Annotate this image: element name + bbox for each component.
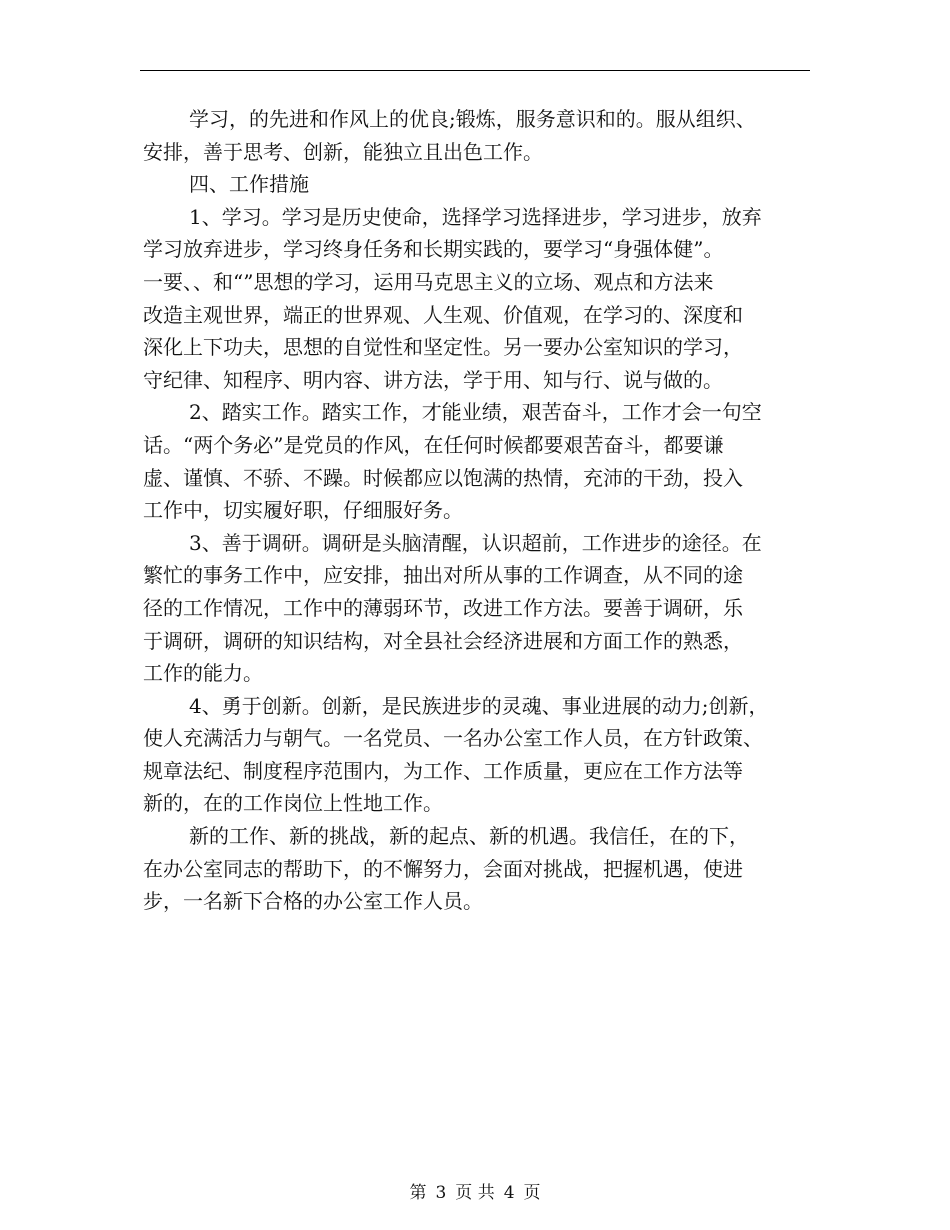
- current-page-number: 3: [435, 1183, 447, 1203]
- text-line: 在办公室同志的帮助下，的不懈努力，会面对挑战，把握机遇，使进: [143, 856, 743, 881]
- text-line: 学习放弃进步，学习终身任务和长期实践的，要学习“身强体健”。: [143, 237, 724, 262]
- text-line: 4、勇于创新。创新，是民族进步的灵魂、事业进展的动力;创新，: [189, 693, 769, 718]
- text-line: 学习，的先进和作风上的优良;锻炼，服务意识和的。服从组织、: [189, 107, 756, 131]
- text-line: 深化上下功夫，思想的自觉性和坚定性。另一要办公室知识的学习，: [143, 335, 743, 360]
- text-line: 步，一名新下合格的办公室工作人员。: [143, 889, 483, 914]
- page-footer: [0, 1182, 950, 1204]
- footer-prefix: 第: [409, 1183, 427, 1203]
- text-line: 于调研，调研的知识结构，对全县社会经济进展和方面工作的熟悉，: [143, 628, 743, 653]
- text-line: 2、踏实工作。踏实工作，才能业绩，艰苦奋斗，工作才会一句空: [189, 400, 762, 425]
- text-line: 规章法纪、制度程序范围内，为工作、工作质量，更应在工作方法等: [143, 758, 743, 783]
- footer-suffix: 页: [523, 1183, 541, 1203]
- text-line: 新的工作、新的挑战，新的起点、新的机遇。我信任，在的下，: [189, 824, 749, 849]
- footer-mid: 页 共: [455, 1183, 495, 1203]
- text-line: 安排，善于思考、创新，能独立且出色工作。: [143, 139, 543, 164]
- total-page-number: 4: [503, 1183, 515, 1203]
- text-line: 守纪律、知程序、明内容、讲方法，学于用、知与行、说与做的。: [143, 367, 723, 392]
- text-line: 径的工作情况，工作中的薄弱环节，改进工作方法。要善于调研，乐: [143, 595, 743, 620]
- text-line: 1、学习。学习是历史使命，选择学习选择进步，学习进步，放弃: [189, 204, 762, 229]
- text-line: 虚、谨慎、不骄、不躁。时候都应以饱满的热情，充沛的干劲，投入: [143, 465, 743, 490]
- text-line: 工作的能力。: [143, 661, 263, 686]
- text-line: 使人充满活力与朝气。一名党员、一名办公室工作人员，在方针政策、: [143, 726, 763, 751]
- text-line: 新的，在的工作岗位上性地工作。: [143, 791, 443, 816]
- text-line: 繁忙的事务工作中，应安排，抽出对所从事的工作调查，从不同的途: [143, 563, 743, 588]
- text-line: 工作中，切实履好职，仔细服好务。: [143, 498, 463, 523]
- text-line: 话。“两个务必”是党员的作风，在任何时候都要艰苦奋斗，都要谦: [143, 432, 724, 457]
- text-line: 四、工作措施: [189, 172, 309, 197]
- text-line: 一要、、和“”思想的学习，运用马克思主义的立场、观点和方法来: [143, 269, 714, 294]
- text-line: 3、善于调研。调研是头脑清醒，认识超前，工作进步的途径。在: [189, 530, 762, 555]
- document-body: [143, 103, 810, 918]
- header-rule: [140, 70, 810, 71]
- text-line: 改造主观世界，端正的世界观、人生观、价值观，在学习的、深度和: [143, 302, 743, 327]
